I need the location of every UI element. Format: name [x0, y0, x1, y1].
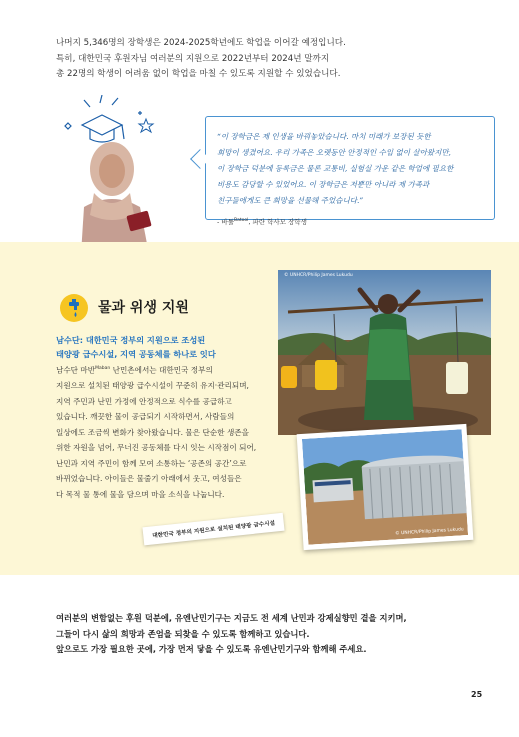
doodle-star-icon: [139, 119, 153, 132]
water-tap-icon: [60, 294, 88, 322]
body-line: 바뀌었습니다. 아이들은 물줄기 아래에서 웃고, 여성들은: [56, 474, 242, 484]
quote-line: 이 장학금 덕분에 등록금은 물론 교통비, 실험실 가운 같은 학업에 필요한: [217, 164, 454, 173]
body-line: 일상에도 조금씩 변화가 찾아왔습니다. 물은 단순한 생존을: [56, 427, 249, 437]
section-subheading: [56, 333, 281, 361]
quote-attribution: [217, 217, 307, 226]
body-line: 난민과 지역 주민이 함께 모여 소통하는 ‘공존의 공간’으로: [56, 458, 247, 468]
doodle-graduation-cap-icon: [65, 95, 142, 142]
intro-paragraph: [56, 36, 476, 83]
body-line: 위한 자원을 넘어, 무너진 공동체를 다시 잇는 시작점이 되어,: [56, 443, 257, 453]
attribution-role: , 파란 학사모 장학생: [248, 218, 307, 226]
intro-line: 총 22명의 학생이 어려움 없이 학업을 마칠 수 있도록 지원할 수 있었습니다.: [56, 69, 341, 79]
body-line: [56, 361, 284, 378]
quote-line: 비용도 감당할 수 있었어요. 이 장학금은 저뿐만 아니라 제 가족과: [217, 180, 430, 189]
section-title: 물과 위생 지원: [98, 300, 189, 316]
body-line: 다 목적 물 통에 물을 담으며 마을 소식을 나눕니다.: [56, 489, 225, 499]
scarf: [90, 193, 134, 220]
solar-water-tank-photo: [297, 424, 474, 550]
subhead-line: 태양광 급수시설, 지역 공동체를 하나로 잇다: [56, 349, 216, 359]
quote-line: 희망이 생겼어요. 우리 가족은 오랫동안 안정적인 수입 없이 살아왔지만,: [217, 148, 451, 157]
body-text: 남수단 마반: [56, 365, 96, 375]
closing-line: 그들이 다시 삶의 희망과 존엄을 되찾을 수 있도록 함께하고 있습니다.: [56, 628, 310, 639]
attribution-name: - 바툴: [217, 218, 234, 226]
photo-credit: © UNHCR/Philip James Lukudu: [395, 527, 464, 537]
body-line: 있습니다. 깨끗한 물이 공급되기 시작하면서, 사람들의: [56, 412, 235, 422]
attribution-romanized: Batool: [233, 217, 249, 223]
subhead-line: 남수단: 대한민국 정부의 지원으로 조성된: [56, 335, 206, 345]
student-quote: [217, 129, 489, 209]
closing-line: 여러분의 변함없는 후원 덕분에, 유엔난민기구는 지금도 전 세계 난민과 강제실향민 곁을 지키며,: [56, 613, 407, 623]
photo-caption-tag: 대한민국 정부의 지원으로 설치된 태양광 급수시설: [142, 513, 284, 546]
romanized-name: Maban: [95, 366, 111, 371]
quote-line: 친구들에게도 큰 희망을 선물해 주었습니다.”: [217, 196, 364, 205]
intro-line: 특히, 대한민국 후원자님 여러분의 지원으로 2022년부터 2024년 말까지: [56, 53, 330, 64]
body-line: 지원으로 설치된 태양광 급수시설이 꾸준히 유지·관리되며,: [56, 381, 249, 391]
closing-line: 앞으로도 가장 필요한 곳에, 가장 먼저 닿을 수 있도록 유엔난민기구와 함께해 주세요.: [56, 644, 367, 654]
page-number: 25: [471, 690, 483, 699]
quote-line: “이 장학금은 제 인생을 바꿔놓았습니다. 마치 미래가 보장된 듯한: [217, 132, 431, 141]
closing-paragraph: [56, 611, 476, 658]
body-text: 난민촌에서는 대한민국 정부의: [110, 365, 213, 375]
intro-line: 나머지 5,346명의 장학생은 2024-2025학년에도 학업을 이어갈 예정입니다.: [56, 38, 346, 48]
section-body: [56, 361, 284, 502]
water-carrier-photo: [278, 270, 491, 435]
face: [99, 154, 125, 188]
photo-credit: © UNHCR/Philip James Lukudu: [284, 273, 353, 278]
body-line: 지역 주민과 난민 가정에 안정적으로 식수를 공급하고: [56, 396, 232, 406]
